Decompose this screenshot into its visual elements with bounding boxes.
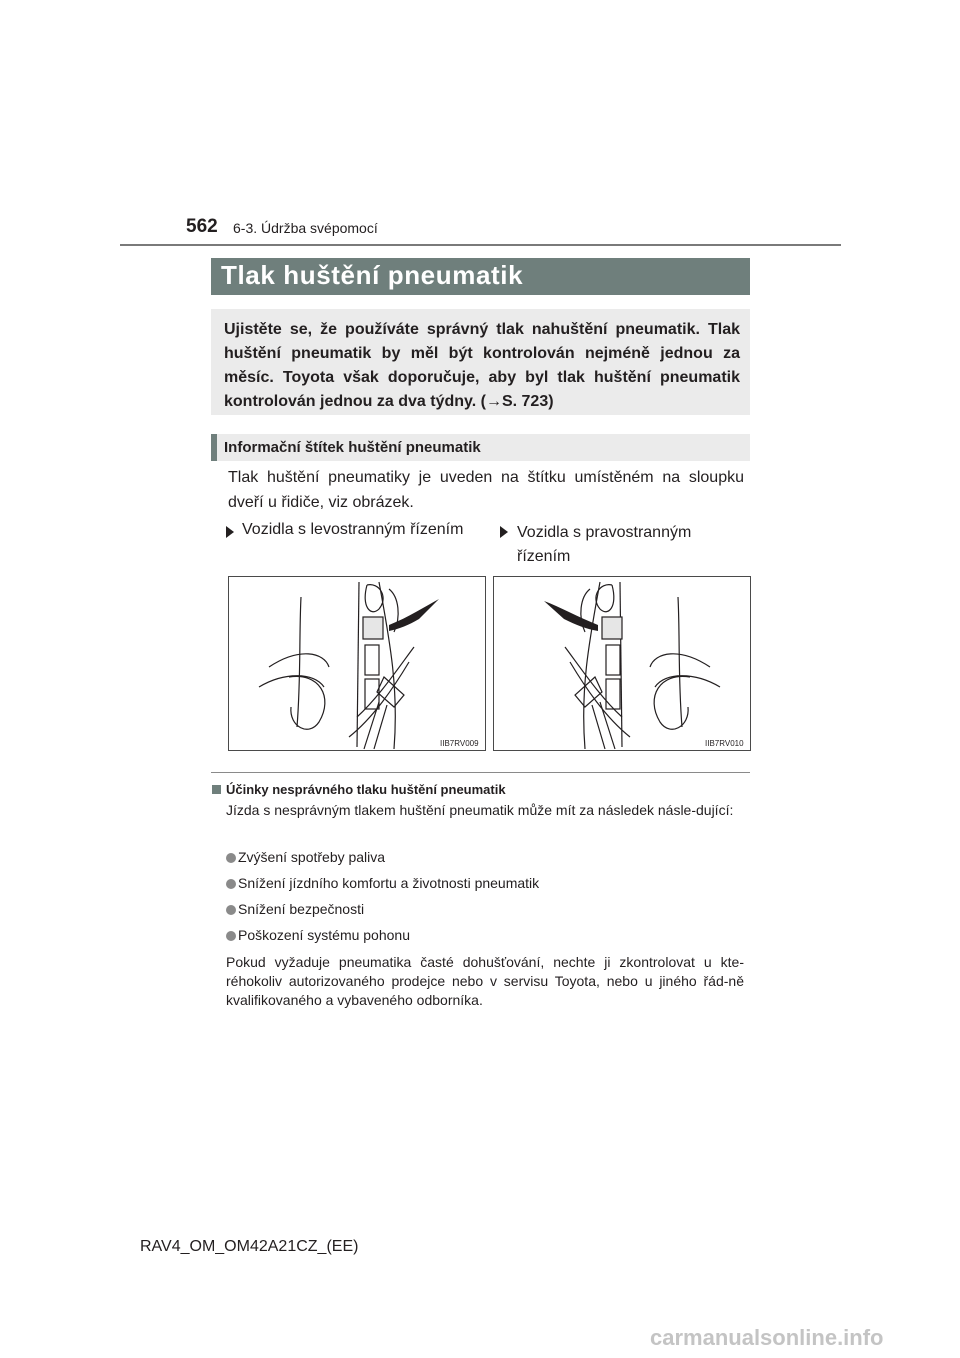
header-rule — [120, 244, 841, 246]
effects-title: Účinky nesprávného tlaku huštění pneumatik — [226, 782, 506, 797]
list-item: Poškození systému pohonu — [238, 927, 410, 943]
arrow-icon — [544, 601, 598, 631]
list-item: Snížení bezpečnosti — [238, 901, 365, 917]
body-text: Tlak huštění pneumatiky je uveden na štítku umístěném na sloupku dveří u řidiče, viz obrázek. — [228, 469, 744, 511]
door-pillar-illustration — [229, 577, 485, 750]
circle-bullet-icon — [226, 905, 236, 915]
figure-code-right: IIB7RV010 — [705, 739, 744, 748]
square-bullet-icon — [212, 785, 221, 794]
page-number: 562 — [186, 216, 218, 237]
watermark: carmanualsonline.info — [650, 1325, 884, 1350]
circle-bullet-icon — [226, 853, 236, 863]
figure-left-hand-drive — [228, 576, 486, 751]
footer-doc-code: RAV4_OM_OM42A21CZ_(EE) — [140, 1238, 359, 1255]
arrow-icon — [389, 599, 439, 631]
effects-outro: Pokud vyžaduje pneumatika časté dohušťování, nechte ji zkontrolovat u kte-réhokoliv autorizovaného prodejce nebo v servisu Toyota, nebo u jiného řád-ně kvalifikovaného a vybaveného odborníka. — [226, 954, 744, 1008]
list-item: Zvýšení spotřeby paliva — [238, 849, 386, 865]
figure-label-right: Vozidla s pravostranným řízením — [517, 524, 692, 565]
section-label: 6-3. Údržba svépomocí — [233, 220, 378, 236]
figure-code-left: IIB7RV009 — [440, 739, 479, 748]
figure-label-left: Vozidla s levostranným řízením — [242, 521, 464, 538]
circle-bullet-icon — [226, 931, 236, 941]
subsection-title: Informační štítek huštění pneumatik — [224, 439, 481, 456]
list-item: Snížení jízdního komfortu a životnosti pneumatik — [238, 875, 540, 891]
triangle-bullet-icon — [500, 526, 508, 538]
subsection-accent — [211, 434, 217, 461]
page-title: Tlak huštění pneumatik — [221, 260, 524, 290]
door-pillar-illustration — [494, 577, 750, 750]
effects-intro: Jízda s nesprávným tlakem huštění pneumatik může mít za následek násle-dující: — [226, 802, 734, 818]
intro-text: Ujistěte se, že používáte správný tlak nahuštění pneumatik. Tlak huštění pneumatik by měl být kontrolován nejméně jednou za měsíc. Toyota však doporučuje, aby byl tlak huštění pneumatik kontrolován jednou za dva týdny. (→S. 723) — [224, 321, 740, 410]
circle-bullet-icon — [226, 879, 236, 889]
triangle-bullet-icon — [226, 526, 234, 538]
section-divider — [211, 772, 750, 773]
figure-right-hand-drive — [493, 576, 751, 751]
